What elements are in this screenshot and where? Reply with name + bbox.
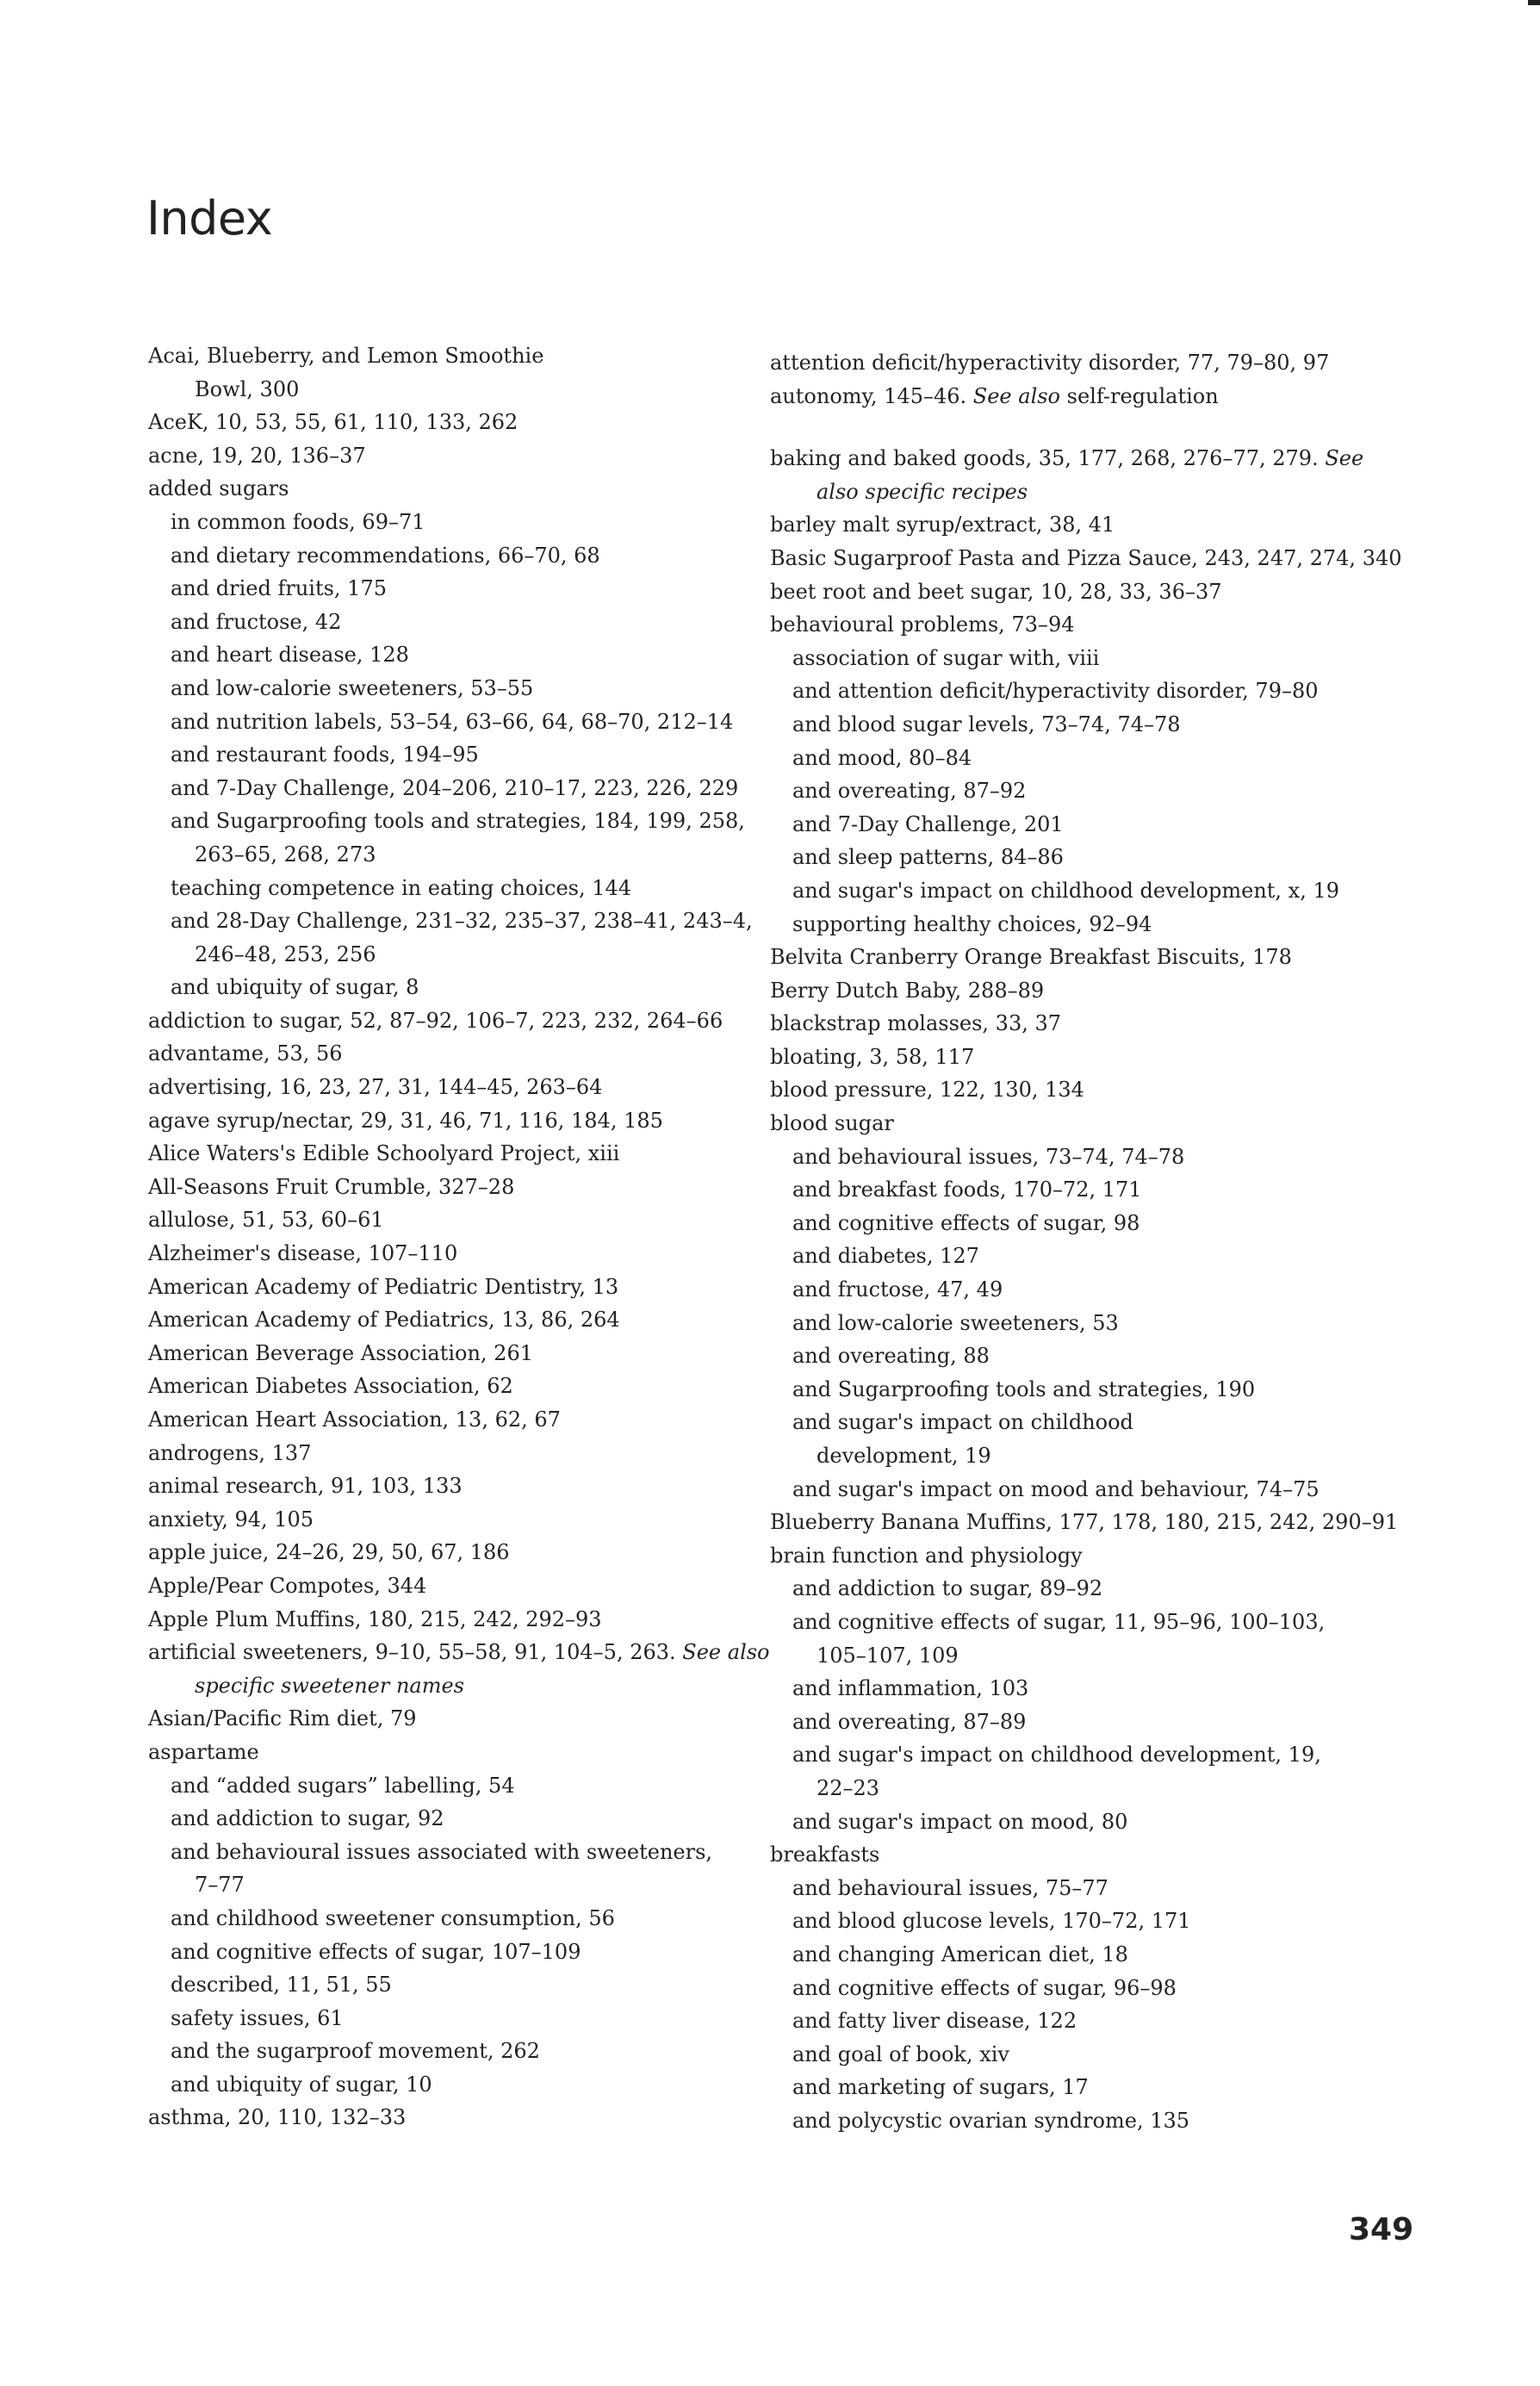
- index-entry-text: and polycystic ovarian syndrome, 135: [792, 2108, 1190, 2133]
- index-entry-text: brain function and physiology: [770, 1543, 1083, 1568]
- index-entry: [770, 1073, 1373, 1107]
- index-entry-text: and behavioural issues, 75–77: [792, 1875, 1108, 1900]
- index-entry-text: animal research, 91, 103, 133: [148, 1474, 463, 1499]
- index-entry: [148, 1004, 742, 1038]
- index-entry: [148, 1403, 742, 1437]
- index-entry-text: supporting healthy choices, 92–94: [792, 911, 1152, 936]
- index-entry-text: and mood, 80–84: [792, 745, 972, 770]
- see-also-reference: See also: [972, 383, 1061, 408]
- index-entry: [148, 1370, 742, 1403]
- index-entry-text: American Academy of Pediatric Dentistry, 13: [148, 1274, 619, 1299]
- index-entry-text: and cognitive effects of sugar, 11, 95–96, 100–103,: [792, 1609, 1326, 1634]
- index-subentry: [770, 1972, 1373, 2005]
- index-entry: [148, 2101, 742, 2134]
- index-entry-text: allulose, 51, 53, 60–61: [148, 1208, 384, 1233]
- index-entry: [148, 1636, 770, 1702]
- index-entry-text: aspartame: [148, 1739, 259, 1764]
- index-entry-text: and diabetes, 127: [792, 1244, 979, 1269]
- index-subentry: [770, 674, 1373, 708]
- index-entry: [770, 346, 1373, 380]
- index-entry-text: and addiction to sugar, 89–92: [792, 1576, 1103, 1601]
- index-entry: [148, 1536, 742, 1569]
- index-entry-text: baking and baked goods, 35, 177, 268, 276–77, 279.: [770, 446, 1319, 471]
- index-entry: [148, 439, 742, 473]
- index-entry-text: blackstrap molasses, 33, 37: [770, 1011, 1062, 1036]
- see-also-reference: See: [1325, 446, 1364, 471]
- index-entry-text: Belvita Cranberry Orange Breakfast Biscuits, 178: [770, 945, 1292, 970]
- index-entry: [148, 1702, 742, 1736]
- index-entry: [770, 542, 1402, 575]
- index-entry-text: and dried fruits, 175: [171, 576, 387, 601]
- index-entry-text: bloating, 3, 58, 117: [770, 1044, 975, 1069]
- index-entry-text: and goal of book, xiv: [792, 2041, 1009, 2066]
- index-entry-text: and fructose, 47, 49: [792, 1277, 1003, 1302]
- index-entry-text: in common foods, 69–71: [171, 509, 425, 534]
- index-entry-text: and fructose, 42: [171, 609, 342, 634]
- index-letter-gap: [770, 413, 1373, 442]
- index-subentry: [770, 1207, 1373, 1240]
- index-subentry: [770, 1738, 1373, 1805]
- index-entry-continuation: 263–65, 268, 273: [195, 842, 376, 867]
- index-entry-text: Alzheimer's disease, 107–110: [148, 1241, 458, 1266]
- index-entry-text: and the sugarproof movement, 262: [171, 2039, 540, 2064]
- index-subentry: [148, 539, 742, 573]
- index-entry-continuation: 22–23: [817, 1775, 880, 1800]
- index-entry-text: and Sugarproofing tools and strategies, 190: [792, 1376, 1256, 1401]
- index-entry-text: breakfasts: [770, 1842, 880, 1867]
- index-subentry: [148, 572, 742, 606]
- index-entry: [148, 1271, 742, 1304]
- index-entry-text: Apple/Pear Compotes, 344: [148, 1573, 427, 1598]
- index-subentry: [148, 1968, 742, 2002]
- index-entry-text: and nutrition labels, 53–54, 63–66, 64, 68–70, 212–14: [171, 709, 734, 734]
- index-entry-continuation: development, 19: [817, 1444, 991, 1468]
- see-also-target: also specific recipes: [817, 479, 1028, 504]
- index-entry-text: American Beverage Association, 261: [148, 1340, 533, 1365]
- index-entry: [770, 1506, 1399, 1539]
- index-entry-text: and inflammation, 103: [792, 1676, 1029, 1701]
- index-entry: [770, 1107, 1373, 1140]
- index-subentry: [148, 2035, 742, 2068]
- index-entry-text: and addiction to sugar, 92: [171, 1806, 444, 1831]
- index-entry: [148, 1171, 742, 1204]
- index-subentry: [770, 1872, 1373, 1905]
- scan-corner-mark: [1528, 0, 1540, 5]
- index-entry-text: and sugar's impact on mood, 80: [792, 1809, 1128, 1834]
- index-subentry: [770, 1473, 1373, 1507]
- index-entry-text: agave syrup/nectar, 29, 31, 46, 71, 116, 184, 185: [148, 1108, 663, 1133]
- index-entry-text: Asian/Pacific Rim diet, 79: [148, 1706, 417, 1731]
- index-entry-text: teaching competence in eating choices, 144: [171, 875, 632, 900]
- index-subentry: [770, 2038, 1373, 2072]
- index-entry-continuation: 246–48, 253, 256: [195, 941, 376, 966]
- index-entry-text: and low-calorie sweeteners, 53: [792, 1310, 1119, 1335]
- index-entry: [148, 1203, 742, 1237]
- index-entry: [148, 1137, 742, 1171]
- index-entry-continuation: 7–77: [195, 1873, 245, 1898]
- index-entry-text: and breakfast foods, 170–72, 171: [792, 1177, 1142, 1202]
- index-column-left: [148, 339, 770, 2134]
- index-entry-text: and sleep patterns, 84–86: [792, 845, 1064, 870]
- index-entry: [770, 941, 1373, 974]
- index-entry-text: and overeating, 87–89: [792, 1709, 1027, 1734]
- index-entry: [148, 1470, 742, 1503]
- index-entry-text: and cognitive effects of sugar, 107–109: [171, 1939, 581, 1964]
- index-entry: [770, 442, 1373, 508]
- index-entry-text: and marketing of sugars, 17: [792, 2075, 1089, 2100]
- index-subentry: [148, 1936, 742, 1969]
- index-entry-text: association of sugar with, viii: [792, 645, 1100, 670]
- index-entry: [770, 1838, 1373, 1872]
- see-also-target: specific sweetener names: [195, 1673, 464, 1698]
- index-subentry: [770, 1406, 1373, 1472]
- index-subentry: [148, 1802, 742, 1836]
- index-entry-text: and fatty liver disease, 122: [792, 2009, 1077, 2034]
- index-entry: [770, 1539, 1373, 1573]
- index-subentry: [770, 1805, 1373, 1839]
- index-subentry: [148, 805, 745, 871]
- index-entry-text: blood pressure, 122, 130, 134: [770, 1078, 1084, 1103]
- index-subentry: [148, 738, 742, 772]
- index-entry-text: advantame, 53, 56: [148, 1041, 343, 1066]
- index-entry-text: androgens, 137: [148, 1440, 312, 1465]
- index-entry: [148, 1303, 742, 1337]
- index-entry-text: and attention deficit/hyperactivity disorder, 79–80: [792, 679, 1319, 704]
- index-entry: [770, 380, 1373, 413]
- index-subentry: [770, 1706, 1373, 1739]
- see-also-target: self-regulation: [1066, 383, 1219, 408]
- index-entry-text: and cognitive effects of sugar, 96–98: [792, 1975, 1177, 2000]
- index-subentry: [148, 606, 742, 639]
- index-subentry: [148, 1836, 742, 1902]
- index-entry-text: and childhood sweetener consumption, 56: [171, 1905, 615, 1930]
- index-entry-text: and sugar's impact on childhood: [792, 1410, 1133, 1435]
- index-entry-text: and sugar's impact on childhood development, 19,: [792, 1743, 1321, 1768]
- index-subentry: [770, 1938, 1373, 1972]
- index-entry-text: and sugar's impact on childhood development, x, 19: [792, 878, 1340, 903]
- index-entry-text: and ubiquity of sugar, 10: [171, 2072, 432, 2097]
- index-subentry: [770, 1672, 1373, 1706]
- index-entry: [770, 1007, 1373, 1041]
- index-entry-text: and sugar's impact on mood and behaviour, 74–75: [792, 1476, 1320, 1501]
- index-entry-text: apple juice, 24–26, 29, 50, 67, 186: [148, 1540, 510, 1565]
- index-entry-text: Berry Dutch Baby, 288–89: [770, 978, 1045, 1003]
- index-subentry: [770, 1904, 1373, 1938]
- index-entry-text: asthma, 20, 110, 132–33: [148, 2105, 407, 2130]
- index-subentry: [770, 1572, 1373, 1606]
- index-entry: [770, 608, 1373, 642]
- index-subentry: [770, 742, 1373, 775]
- index-entry-text: American Diabetes Association, 62: [148, 1374, 513, 1399]
- index-entry-text: and blood glucose levels, 170–72, 171: [792, 1909, 1191, 1934]
- index-entry-text: American Heart Association, 13, 62, 67: [148, 1407, 561, 1432]
- index-entry-text: safety issues, 61: [171, 2005, 344, 2030]
- index-entry-text: AceK, 10, 53, 55, 61, 110, 133, 262: [148, 410, 519, 435]
- index-entry-text: and behavioural issues associated with sweeteners,: [171, 1839, 713, 1864]
- index-entry-continuation: 105–107, 109: [817, 1643, 959, 1668]
- index-entry-text: beet root and beet sugar, 10, 28, 33, 36–37: [770, 579, 1222, 604]
- index-subentry: [770, 1307, 1373, 1340]
- index-subentry: [770, 1240, 1373, 1273]
- index-entry-text: anxiety, 94, 105: [148, 1507, 314, 1532]
- index-subentry: [148, 971, 742, 1004]
- index-entry-text: advertising, 16, 23, 27, 31, 144–45, 263–64: [148, 1075, 603, 1100]
- index-entry: [148, 1736, 742, 1769]
- index-entry: [148, 1437, 742, 1470]
- index-subentry: [770, 2004, 1373, 2038]
- index-entry: [148, 1503, 742, 1537]
- index-entry-text: barley malt syrup/extract, 38, 41: [770, 513, 1115, 537]
- index-subentry: [770, 708, 1373, 742]
- index-entry: [148, 472, 742, 506]
- index-subentry: [148, 705, 742, 739]
- index-entry-text: American Academy of Pediatrics, 13, 86, 264: [148, 1308, 620, 1333]
- index-entry-text: and “added sugars” labelling, 54: [171, 1773, 515, 1798]
- index-entry-text: Basic Sugarproof Pasta and Pizza Sauce, 243, 247, 274, 340: [770, 545, 1402, 570]
- index-entry-text: and dietary recommendations, 66–70, 68: [171, 543, 600, 568]
- index-entry-continuation: Bowl, 300: [195, 376, 300, 401]
- index-subentry: [148, 506, 742, 539]
- index-entry-text: and Sugarproofing tools and strategies, 184, 199, 258,: [171, 809, 745, 834]
- page-title: Index: [146, 191, 273, 245]
- index-entry-text: described, 11, 51, 55: [171, 1973, 392, 1998]
- index-subentry: [770, 642, 1373, 675]
- index-entry: [148, 1237, 742, 1271]
- index-subentry: [770, 2104, 1373, 2138]
- index-entry: [148, 1104, 742, 1138]
- index-subentry: [148, 638, 742, 672]
- index-subentry: [770, 1140, 1373, 1174]
- index-entry-text: and changing American diet, 18: [792, 1942, 1128, 1967]
- index-entry-text: and restaurant foods, 194–95: [171, 743, 479, 767]
- index-subentry: [148, 1769, 742, 1803]
- index-entry-text: and 7-Day Challenge, 204–206, 210–17, 223, 226, 229: [171, 775, 739, 800]
- index-entry-text: and cognitive effects of sugar, 98: [792, 1210, 1140, 1235]
- index-entry-text: artificial sweeteners, 9–10, 55–58, 91, 104–5, 263.: [148, 1640, 676, 1665]
- index-entry: [148, 339, 742, 406]
- index-subentry: [148, 672, 742, 705]
- index-entry-text: Alice Waters's Edible Schoolyard Project, xiii: [148, 1141, 620, 1166]
- index-entry-text: added sugars: [148, 476, 289, 501]
- index-entry-text: Blueberry Banana Muffins, 177, 178, 180, 215, 242, 290–91: [770, 1510, 1399, 1535]
- index-entry: [148, 1037, 742, 1071]
- index-entry-text: behavioural problems, 73–94: [770, 612, 1075, 637]
- index-subentry: [148, 1902, 742, 1936]
- index-subentry: [148, 772, 742, 805]
- page-number: 349: [1349, 2212, 1414, 2247]
- index-subentry: [770, 2071, 1373, 2104]
- index-subentry: [770, 808, 1373, 842]
- see-also-reference: See also: [682, 1640, 770, 1665]
- index-entry-text: and ubiquity of sugar, 8: [171, 975, 419, 1000]
- index-entry-text: and 28-Day Challenge, 231–32, 235–37, 238–41, 243–4,: [171, 909, 753, 934]
- index-subentry: [770, 1173, 1373, 1207]
- index-subentry: [148, 2002, 742, 2035]
- index-subentry: [770, 874, 1373, 908]
- index-entry-text: and blood sugar levels, 73–74, 74–78: [792, 711, 1181, 736]
- index-entry-text: attention deficit/hyperactivity disorder, 77, 79–80, 97: [770, 351, 1330, 375]
- index-entry-text: and overeating, 88: [792, 1344, 990, 1369]
- index-subentry: [770, 841, 1373, 874]
- index-subentry: [148, 904, 753, 971]
- index-entry-text: and heart disease, 128: [171, 643, 409, 668]
- index-entry: [148, 1071, 742, 1104]
- index-entry-text: Apple Plum Muffins, 180, 215, 242, 292–93: [148, 1606, 602, 1631]
- index-entry-text: autonomy, 145–46.: [770, 383, 967, 408]
- index-entry-text: and 7-Day Challenge, 201: [792, 811, 1064, 836]
- index-subentry: [148, 2068, 742, 2102]
- index-subentry: [148, 872, 742, 905]
- index-entry: [148, 1569, 742, 1603]
- index-entry-text: All-Seasons Fruit Crumble, 327–28: [148, 1174, 515, 1199]
- index-entry: [770, 508, 1373, 542]
- index-subentry: [770, 1339, 1373, 1373]
- index-subentry: [770, 908, 1373, 941]
- index-subentry: [770, 1373, 1373, 1407]
- index-entry-text: and overeating, 87–92: [792, 779, 1027, 804]
- index-entry: [148, 1603, 742, 1637]
- index-entry-text: and behavioural issues, 73–74, 74–78: [792, 1144, 1185, 1169]
- index-entry-text: addiction to sugar, 52, 87–92, 106–7, 223, 232, 264–66: [148, 1008, 723, 1033]
- index-entry: [770, 575, 1373, 609]
- index-column-right: [770, 346, 1402, 2137]
- index-entry: [770, 1041, 1373, 1074]
- index-entry-text: blood sugar: [770, 1111, 894, 1136]
- index-entry-text: Acai, Blueberry, and Lemon Smoothie: [148, 344, 544, 368]
- index-entry-text: acne, 19, 20, 136–37: [148, 443, 366, 468]
- index-entry: [148, 406, 742, 439]
- index-entry: [148, 1337, 742, 1370]
- index-subentry: [770, 1606, 1373, 1672]
- index-subentry: [770, 774, 1373, 808]
- index-entry-text: and low-calorie sweeteners, 53–55: [171, 675, 534, 700]
- index-subentry: [770, 1273, 1373, 1307]
- index-entry: [770, 974, 1373, 1008]
